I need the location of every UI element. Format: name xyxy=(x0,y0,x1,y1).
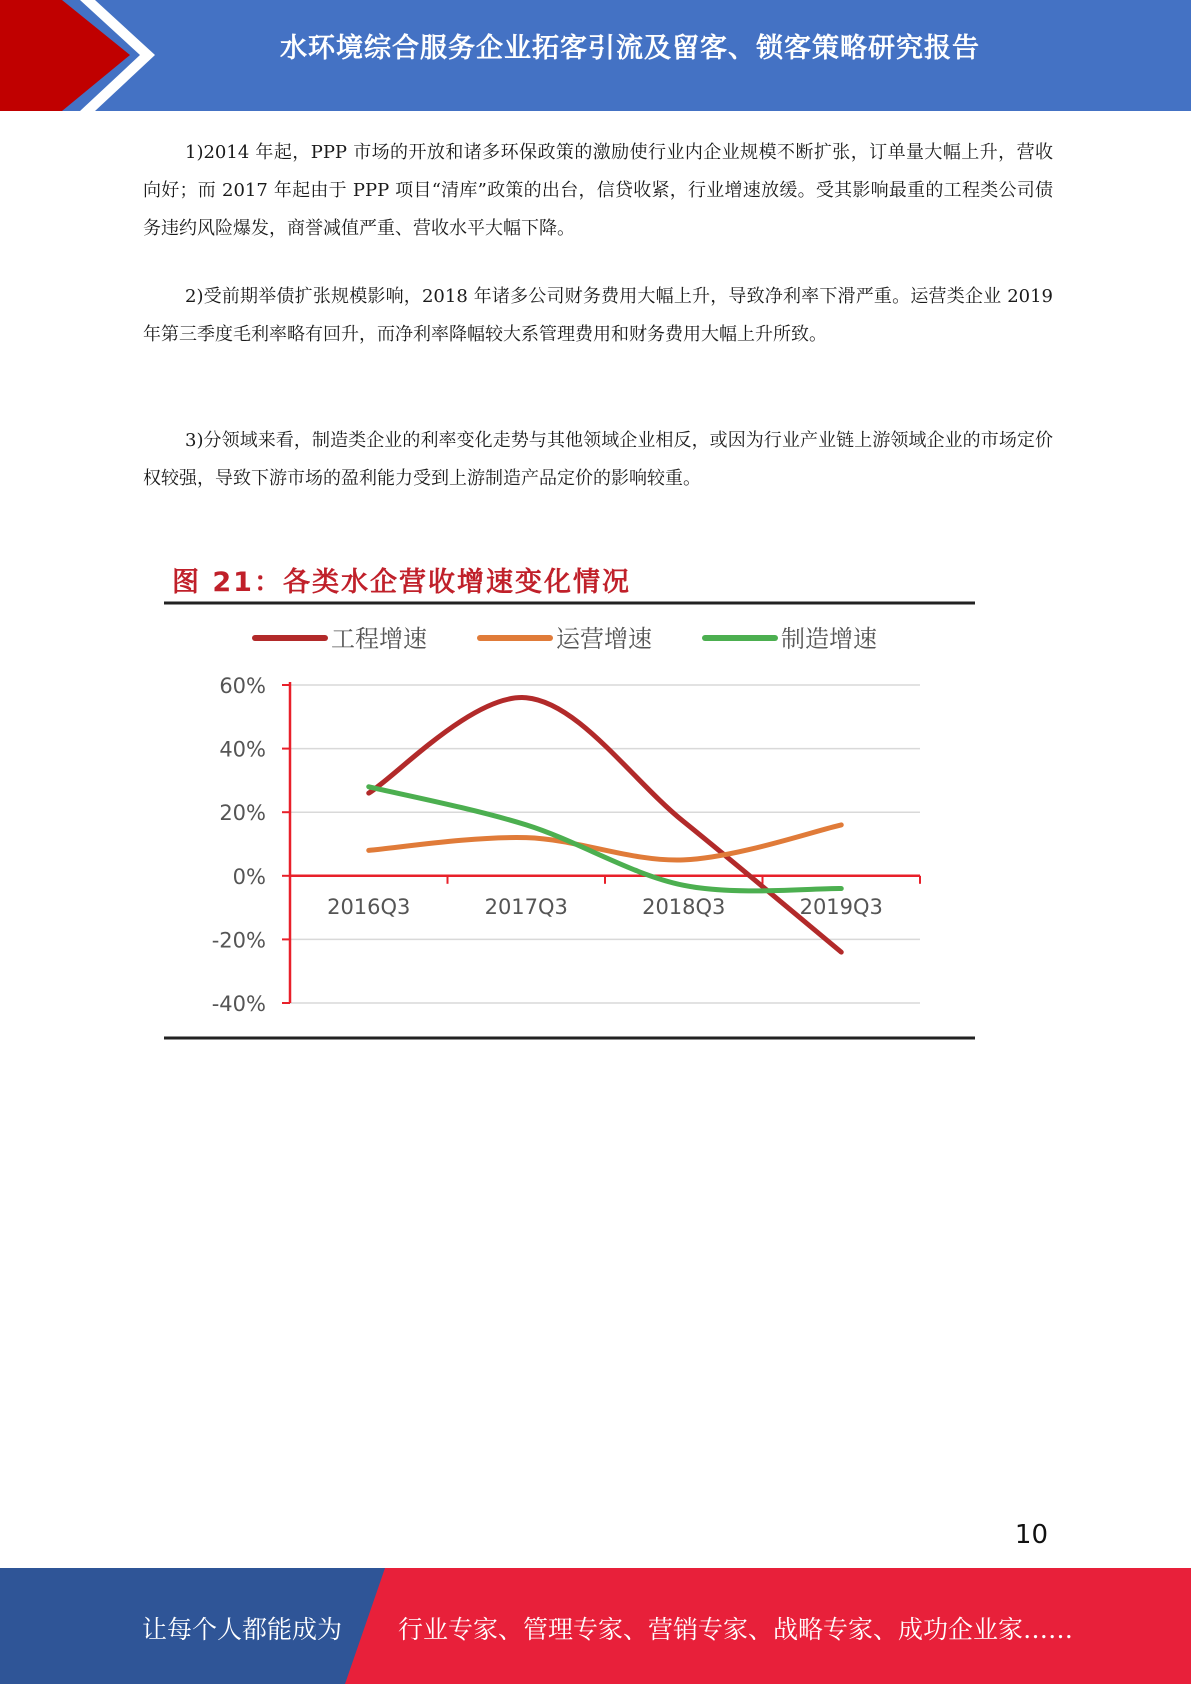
y-tick-label: 20% xyxy=(219,801,266,826)
footer-slogan-right: 行业专家、管理专家、营销专家、战略专家、成功企业家…… xyxy=(398,1615,1074,1644)
series-line xyxy=(369,698,842,953)
report-title: 水环境综合服务企业拓客引流及留客、锁客策略研究报告 xyxy=(280,33,980,64)
y-tick-label: 60% xyxy=(219,674,266,698)
legend-label: 工程增速 xyxy=(331,625,427,653)
chart-title: 图 21：各类水企营收增速变化情况 xyxy=(172,567,631,598)
paragraph-1: 1)2014 年起，PPP 市场的开放和诸多环保政策的激励使行业内企业规模不断扩张，订单量大幅上升，营收向好；而 2017 年起由于 PPP 项目“清库”政策的出台，信贷收紧，行业增速放缓。受其影响最重的工程类公司债务违约风险爆发，商誉减值严重、营收水平大幅下降。 xyxy=(143,142,1053,239)
x-tick-label: 2019Q3 xyxy=(799,894,883,919)
footer-slogan-left: 让每个人都能成为 xyxy=(142,1615,343,1644)
x-tick-label: 2017Q3 xyxy=(484,894,568,919)
y-tick-label: -40% xyxy=(211,992,266,1016)
page-number: 10 xyxy=(1014,1520,1048,1550)
legend-label: 运营增速 xyxy=(556,625,652,653)
legend-label: 制造增速 xyxy=(781,625,877,653)
paragraph-3: 3)分领域来看，制造类企业的利率变化走势与其他领域企业相反，或因为行业产业链上游领域企业的市场定价权较强，导致下游市场的盈利能力受到上游制造产品定价的影响较重。 xyxy=(143,430,1053,489)
figure-revenue-growth xyxy=(160,555,980,1045)
header-banner xyxy=(0,0,1191,111)
y-tick-label: -20% xyxy=(211,928,266,953)
x-tick-label: 2018Q3 xyxy=(642,894,726,919)
x-tick-label: 2016Q3 xyxy=(327,894,411,919)
y-tick-label: 0% xyxy=(232,864,266,889)
paragraph-2: 2)受前期举债扩张规模影响，2018 年诸多公司财务费用大幅上升，导致净利率下滑严重。运营类企业 2019 年第三季度毛利率略有回升，而净利率降幅较大系管理费用和财务费用大幅上升所致。 xyxy=(143,286,1053,345)
footer-banner xyxy=(0,1568,1191,1684)
line-chart xyxy=(160,555,980,1045)
y-tick-label: 40% xyxy=(219,737,266,762)
